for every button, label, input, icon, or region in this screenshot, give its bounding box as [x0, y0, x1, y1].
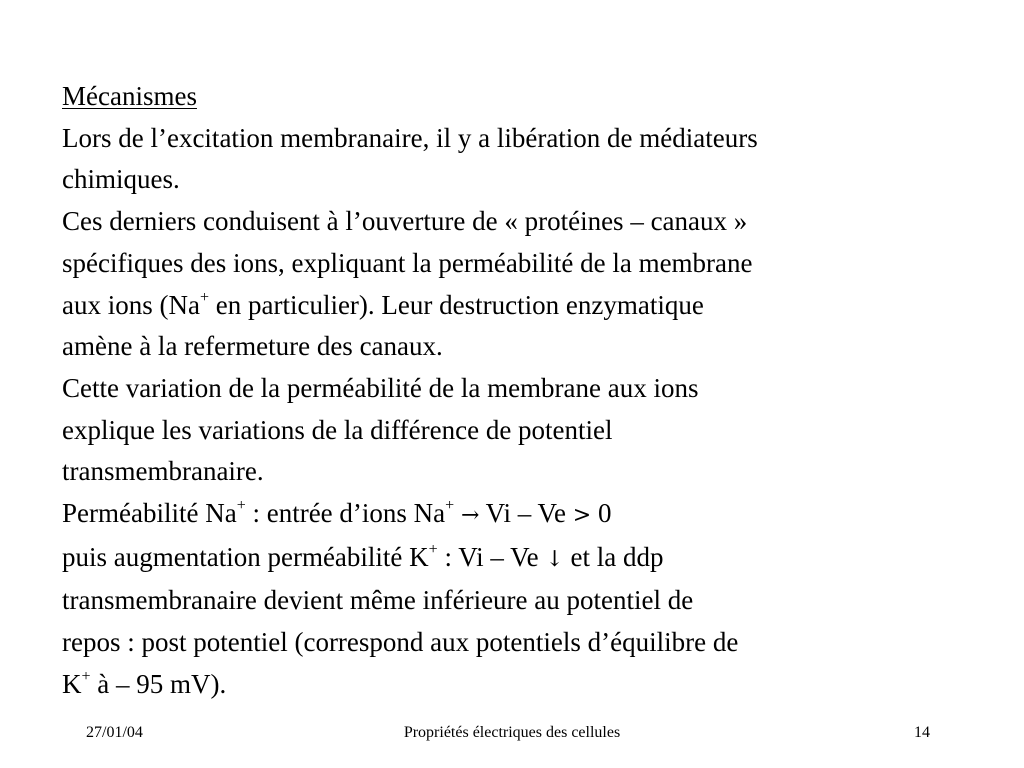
- greater-than-symbol: >: [572, 503, 592, 529]
- line5-end: Leur destruction enzymatique: [381, 289, 704, 320]
- superscript-plus: +: [236, 497, 246, 515]
- body-line-6: amène à la refermeture des canaux.: [62, 331, 443, 362]
- perm-zero: 0: [591, 498, 612, 529]
- body-line-8: explique les variations de la différence de potentiel: [62, 414, 613, 445]
- puis-mid: : Vi – Ve: [437, 541, 546, 572]
- puis-suffix: et la ddp: [563, 541, 664, 572]
- perm-vi-ve: Vi – Ve: [479, 498, 573, 529]
- line5-prefix: aux ions (Na: [62, 289, 200, 320]
- superscript-plus: +: [445, 497, 455, 515]
- superscript-plus: +: [81, 667, 91, 685]
- line5-suffix: en particulier).: [209, 289, 375, 320]
- body-line-7: Cette variation de la perméabilité de la membrane aux ions: [62, 372, 699, 403]
- puis-line: [62, 537, 962, 581]
- last-line: [62, 664, 962, 706]
- body-line-5: [62, 285, 962, 327]
- body-line-4: spécifiques des ions, expliquant la perméabilité de la membrane: [62, 247, 753, 278]
- slide-heading: Mécanismes: [62, 81, 197, 111]
- slide-body: [62, 76, 962, 706]
- body-line-9: transmembranaire.: [62, 456, 264, 487]
- perm-prefix: Perméabilité Na: [62, 498, 237, 529]
- arrow-down-icon: ↓: [545, 546, 564, 572]
- superscript-plus: +: [199, 288, 209, 306]
- body-line-13: repos : post potentiel (correspond aux potentiels d’équilibre de: [62, 627, 739, 658]
- superscript-plus: +: [428, 540, 438, 558]
- body-line-2: chimiques.: [62, 164, 180, 195]
- body-line-1: Lors de l’excitation membranaire, il y a libération de médiateurs: [62, 122, 758, 153]
- last-suffix: à – 95 mV).: [90, 668, 227, 699]
- body-line-3: Ces derniers conduisent à l’ouverture de « protéines – canaux »: [62, 206, 748, 237]
- footer-date: 27/01/04: [86, 724, 143, 741]
- arrow-right-icon: →: [460, 503, 480, 529]
- footer-title: Propriétés électriques des cellules: [403, 724, 621, 741]
- puis-prefix: puis augmentation perméabilité K: [62, 541, 429, 572]
- perm-mid: : entrée d’ions Na: [245, 498, 446, 529]
- body-line-12: transmembranaire devient même inférieure au potentiel de: [62, 585, 694, 616]
- last-k: K: [62, 668, 82, 699]
- footer-page-number: 14: [914, 724, 930, 741]
- permeability-line: [62, 493, 962, 537]
